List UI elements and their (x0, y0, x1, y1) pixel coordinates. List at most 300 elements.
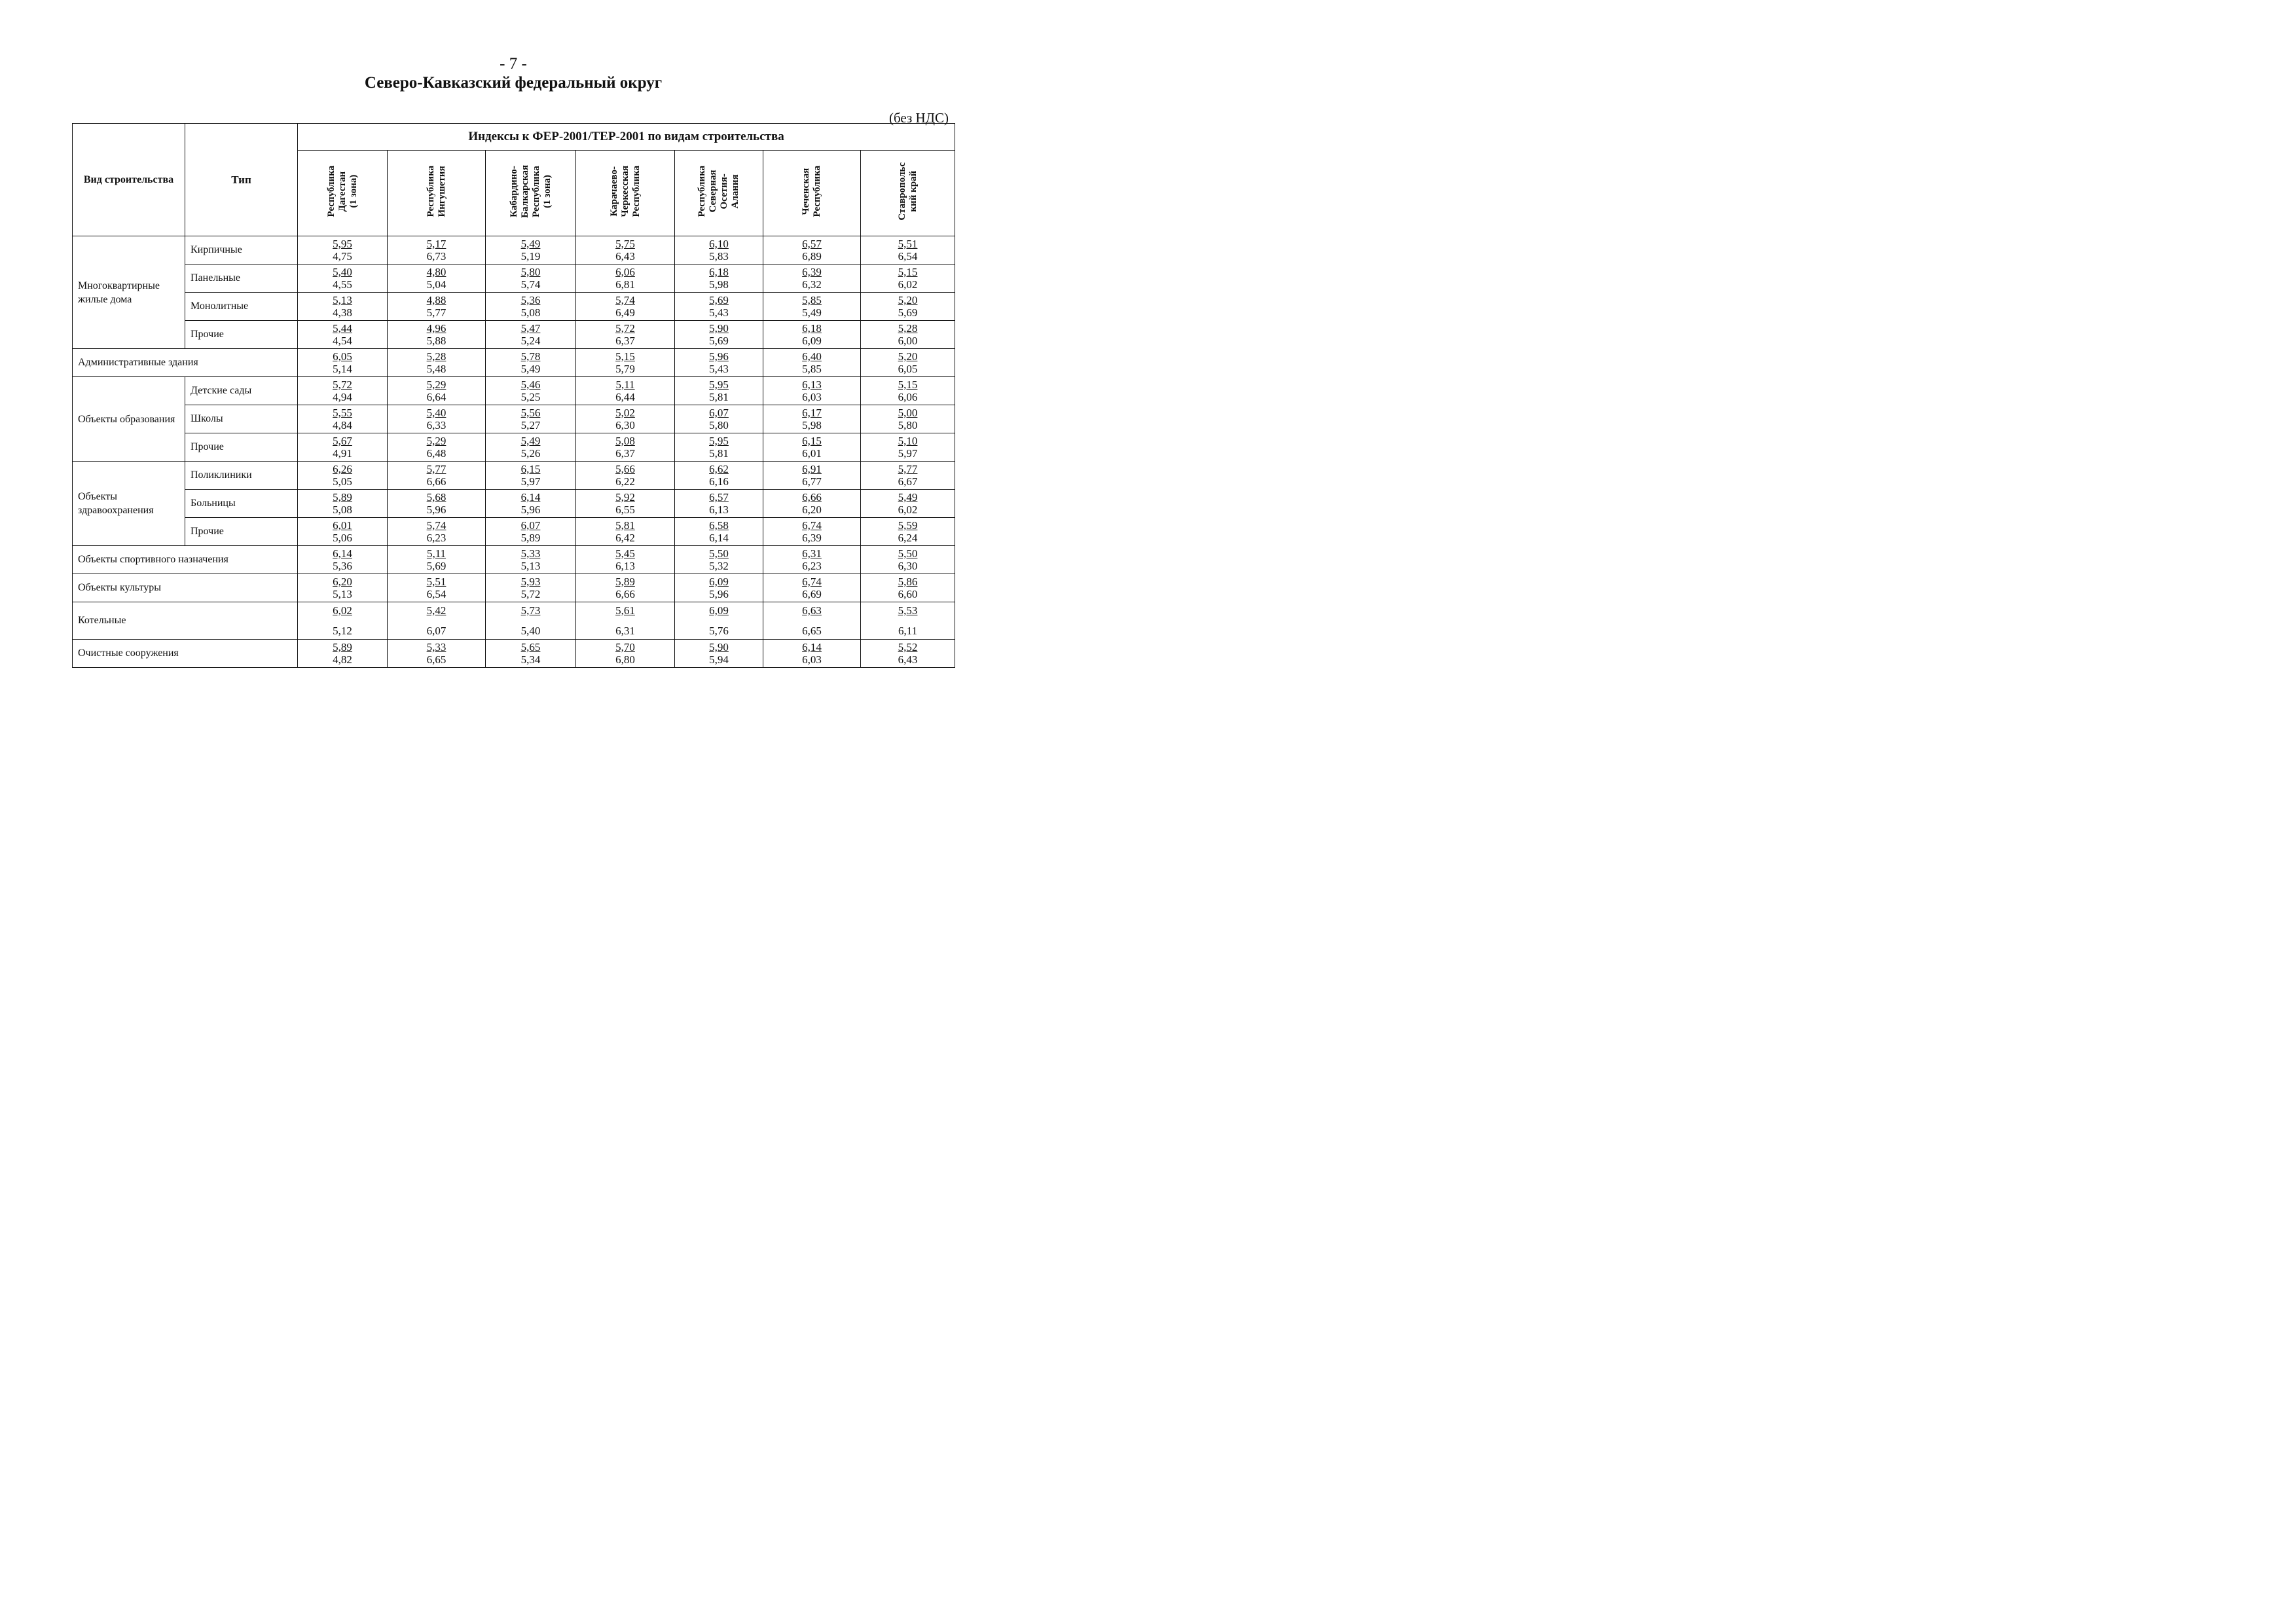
value-cell (388, 546, 486, 574)
value-cell (576, 349, 675, 377)
value-top: 5,08 (615, 435, 635, 447)
category-cell: Многоквартирные жилые дома (73, 236, 185, 349)
value-cell (576, 433, 675, 462)
type-cell: Больницы (185, 490, 298, 518)
value-bottom: 5,96 (520, 503, 541, 516)
value-bottom: 6,42 (615, 532, 635, 544)
value-top: 5,85 (802, 294, 822, 306)
table-row (73, 349, 955, 377)
value-bottom: 5,43 (709, 363, 729, 375)
value-bottom: 5,85 (802, 363, 822, 375)
value-cell (298, 602, 388, 640)
value-cell (763, 293, 861, 321)
value-cell (763, 321, 861, 349)
region-header: Карачаево- Черкесская Республика (576, 151, 675, 236)
value-top: 5,15 (898, 266, 918, 278)
value-cell (861, 546, 955, 574)
value-cell (675, 490, 763, 518)
value-cell (388, 433, 486, 462)
value-cell (675, 349, 763, 377)
value-bottom: 6,22 (615, 475, 635, 488)
value-top: 4,80 (426, 266, 446, 278)
value-bottom: 6,07 (426, 625, 446, 637)
value-cell (486, 602, 576, 640)
value-bottom: 6,77 (802, 475, 822, 488)
value-bottom: 5,81 (709, 447, 729, 460)
value-bottom: 6,81 (615, 278, 635, 291)
value-cell (763, 574, 861, 602)
value-cell (576, 546, 675, 574)
value-top: 5,55 (333, 407, 352, 419)
value-bottom: 6,09 (802, 335, 822, 347)
value-cell (763, 490, 861, 518)
value-cell (298, 293, 388, 321)
value-bottom: 6,23 (802, 560, 822, 572)
value-cell (861, 236, 955, 264)
value-bottom: 6,33 (426, 419, 446, 431)
value-cell (675, 293, 763, 321)
value-top: 5,77 (898, 463, 918, 475)
value-top: 5,90 (709, 641, 729, 653)
value-bottom: 5,40 (520, 625, 541, 637)
value-cell (576, 236, 675, 264)
value-bottom: 6,02 (898, 278, 918, 291)
value-top: 5,75 (615, 238, 635, 250)
value-cell (576, 405, 675, 433)
table-row (73, 518, 955, 546)
value-cell (486, 640, 576, 668)
value-bottom: 5,49 (520, 363, 541, 375)
value-cell (486, 546, 576, 574)
type-cell: Школы (185, 405, 298, 433)
value-cell (388, 518, 486, 546)
value-top: 6,57 (802, 238, 822, 250)
value-cell (675, 518, 763, 546)
value-bottom: 6,54 (898, 250, 918, 263)
value-bottom: 4,91 (333, 447, 352, 460)
value-bottom: 5,19 (520, 250, 541, 263)
value-top: 5,50 (709, 547, 729, 560)
value-bottom: 6,66 (615, 588, 635, 600)
value-top: 6,20 (333, 575, 352, 588)
value-top: 5,74 (426, 519, 446, 532)
value-top: 5,51 (898, 238, 918, 250)
value-top: 6,74 (802, 575, 822, 588)
value-top: 6,14 (333, 547, 352, 560)
value-top: 5,47 (520, 322, 541, 335)
value-bottom: 6,24 (898, 532, 918, 544)
value-top: 5,28 (898, 322, 918, 335)
value-top: 5,74 (615, 294, 635, 306)
value-top: 5,49 (520, 238, 541, 250)
value-bottom: 5,98 (709, 278, 729, 291)
value-cell (298, 377, 388, 405)
value-cell (675, 640, 763, 668)
value-bottom: 6,80 (615, 653, 635, 666)
value-bottom: 6,23 (426, 532, 446, 544)
value-bottom: 6,32 (802, 278, 822, 291)
value-cell (298, 574, 388, 602)
value-cell (763, 546, 861, 574)
type-cell: Прочие (185, 518, 298, 546)
value-bottom: 6,67 (898, 475, 918, 488)
value-bottom: 5,79 (615, 363, 635, 375)
value-bottom: 6,39 (802, 532, 822, 544)
value-bottom: 6,11 (898, 625, 918, 637)
index-table (72, 123, 955, 668)
value-cell (763, 377, 861, 405)
value-cell (298, 349, 388, 377)
category-cell: Очистные сооружения (73, 640, 298, 668)
value-top: 6,02 (333, 604, 352, 617)
category-cell: Котельные (73, 602, 298, 640)
table-row (73, 640, 955, 668)
value-top: 5,46 (520, 378, 541, 391)
value-bottom: 6,31 (615, 625, 635, 637)
value-cell (861, 264, 955, 293)
value-top: 5,95 (709, 435, 729, 447)
value-bottom: 5,69 (898, 306, 918, 319)
value-top: 5,72 (333, 378, 352, 391)
page-number: - 7 - (500, 55, 527, 73)
category-cell: Объекты культуры (73, 574, 298, 602)
value-cell (675, 462, 763, 490)
value-cell (486, 293, 576, 321)
value-top: 6,91 (802, 463, 822, 475)
value-bottom: 6,65 (426, 653, 446, 666)
value-bottom: 6,49 (615, 306, 635, 319)
value-top: 6,57 (709, 491, 729, 503)
value-cell (763, 264, 861, 293)
value-top: 5,40 (426, 407, 446, 419)
type-cell: Прочие (185, 321, 298, 349)
value-bottom: 5,89 (520, 532, 541, 544)
value-top: 6,01 (333, 519, 352, 532)
value-bottom: 5,36 (333, 560, 352, 572)
table-row (73, 490, 955, 518)
value-top: 5,15 (898, 378, 918, 391)
value-bottom: 5,27 (520, 419, 541, 431)
value-cell (861, 462, 955, 490)
value-bottom: 6,66 (426, 475, 446, 488)
table-row (73, 236, 955, 264)
value-top: 5,81 (615, 519, 635, 532)
value-bottom: 5,76 (709, 625, 729, 637)
value-top: 5,44 (333, 322, 352, 335)
value-top: 5,86 (898, 575, 918, 588)
value-cell (576, 264, 675, 293)
value-cell (298, 405, 388, 433)
value-bottom: 6,16 (709, 475, 729, 488)
value-bottom: 4,55 (333, 278, 352, 291)
value-top: 5,50 (898, 547, 918, 560)
value-top: 5,45 (615, 547, 635, 560)
value-top: 5,33 (426, 641, 446, 653)
value-bottom: 6,43 (615, 250, 635, 263)
type-cell: Кирпичные (185, 236, 298, 264)
value-top: 5,73 (520, 604, 541, 617)
value-top: 5,92 (615, 491, 635, 503)
header-group: Индексы к ФЕР-2001/ТЕР-2001 по видам строительства (298, 124, 955, 151)
value-top: 5,29 (426, 435, 446, 447)
value-top: 6,07 (520, 519, 541, 532)
value-bottom: 6,30 (615, 419, 635, 431)
value-cell (675, 602, 763, 640)
value-top: 5,20 (898, 350, 918, 363)
value-bottom: 5,88 (426, 335, 446, 347)
value-bottom: 6,37 (615, 447, 635, 460)
value-top: 5,69 (709, 294, 729, 306)
value-top: 6,74 (802, 519, 822, 532)
value-bottom: 5,08 (520, 306, 541, 319)
type-cell: Поликлиники (185, 462, 298, 490)
value-top: 6,17 (802, 407, 822, 419)
value-top: 6,15 (802, 435, 822, 447)
value-cell (763, 462, 861, 490)
type-cell: Панельные (185, 264, 298, 293)
value-cell (675, 377, 763, 405)
value-top: 6,26 (333, 463, 352, 475)
value-bottom: 5,74 (520, 278, 541, 291)
value-top: 5,11 (426, 547, 446, 560)
value-cell (576, 321, 675, 349)
value-cell (298, 321, 388, 349)
value-cell (388, 602, 486, 640)
value-cell (861, 602, 955, 640)
header-tip: Тип (185, 124, 298, 236)
value-top: 6,13 (802, 378, 822, 391)
value-bottom: 5,72 (520, 588, 541, 600)
table-row (73, 321, 955, 349)
value-top: 5,66 (615, 463, 635, 475)
value-bottom: 6,03 (802, 653, 822, 666)
value-cell (576, 574, 675, 602)
region-header: Ставропольс кий край (861, 151, 955, 236)
value-cell (861, 405, 955, 433)
value-cell (298, 264, 388, 293)
value-bottom: 5,77 (426, 306, 446, 319)
value-cell (576, 462, 675, 490)
value-top: 5,49 (520, 435, 541, 447)
value-cell (861, 490, 955, 518)
region-header: Чеченская Республика (763, 151, 861, 236)
value-bottom: 5,96 (426, 503, 446, 516)
value-top: 6,18 (802, 322, 822, 335)
value-bottom: 6,01 (802, 447, 822, 460)
region-header: Кабардино- Балкарская Республика (1 зона) (486, 151, 576, 236)
value-cell (486, 349, 576, 377)
value-bottom: 4,75 (333, 250, 352, 263)
value-bottom: 5,06 (333, 532, 352, 544)
value-cell (675, 236, 763, 264)
value-cell (486, 433, 576, 462)
value-bottom: 5,97 (520, 475, 541, 488)
value-cell (763, 433, 861, 462)
table-row (73, 574, 955, 602)
value-bottom: 5,98 (802, 419, 822, 431)
header-vid: Вид строительства (73, 124, 185, 236)
value-bottom: 6,43 (898, 653, 918, 666)
value-top: 5,36 (520, 294, 541, 306)
category-cell: Объекты образования (73, 377, 185, 462)
value-bottom: 5,81 (709, 391, 729, 403)
value-bottom: 4,38 (333, 306, 352, 319)
vat-note: (без НДС) (888, 110, 949, 126)
value-cell (576, 518, 675, 546)
value-bottom: 6,60 (898, 588, 918, 600)
value-cell (763, 405, 861, 433)
value-cell (298, 518, 388, 546)
value-cell (388, 405, 486, 433)
value-cell (388, 264, 486, 293)
value-bottom: 6,00 (898, 335, 918, 347)
value-cell (861, 349, 955, 377)
value-top: 5,00 (898, 407, 918, 419)
value-bottom: 5,26 (520, 447, 541, 460)
value-cell (861, 293, 955, 321)
value-bottom: 6,20 (802, 503, 822, 516)
value-bottom: 6,73 (426, 250, 446, 263)
value-cell (763, 640, 861, 668)
value-bottom: 6,65 (802, 625, 822, 637)
value-bottom: 5,83 (709, 250, 729, 263)
region-header: Республика Ингушетия (388, 151, 486, 236)
value-top: 6,10 (709, 238, 729, 250)
value-top: 5,67 (333, 435, 352, 447)
value-bottom: 5,13 (333, 588, 352, 600)
value-cell (861, 377, 955, 405)
value-top: 5,95 (333, 238, 352, 250)
value-top: 6,07 (709, 407, 729, 419)
value-bottom: 5,14 (333, 363, 352, 375)
value-cell (576, 377, 675, 405)
value-top: 6,62 (709, 463, 729, 475)
value-bottom: 5,69 (709, 335, 729, 347)
table-row (73, 462, 955, 490)
value-bottom: 6,54 (426, 588, 446, 600)
value-cell (486, 574, 576, 602)
value-cell (763, 518, 861, 546)
value-top: 4,88 (426, 294, 446, 306)
value-cell (675, 574, 763, 602)
value-bottom: 6,48 (426, 447, 446, 460)
value-top: 5,17 (426, 238, 446, 250)
value-top: 6,40 (802, 350, 822, 363)
value-cell (388, 574, 486, 602)
value-top: 5,89 (333, 641, 352, 653)
value-top: 5,90 (709, 322, 729, 335)
value-top: 5,33 (520, 547, 541, 560)
value-top: 5,52 (898, 641, 918, 653)
value-bottom: 6,05 (898, 363, 918, 375)
value-bottom: 6,03 (802, 391, 822, 403)
value-top: 5,02 (615, 407, 635, 419)
value-top: 5,65 (520, 641, 541, 653)
value-cell (298, 546, 388, 574)
value-bottom: 6,13 (709, 503, 729, 516)
value-bottom: 6,30 (898, 560, 918, 572)
value-bottom: 5,05 (333, 475, 352, 488)
value-bottom: 6,06 (898, 391, 918, 403)
category-cell: Объекты спортивного назначения (73, 546, 298, 574)
value-top: 5,61 (615, 604, 635, 617)
value-cell (388, 490, 486, 518)
value-top: 5,59 (898, 519, 918, 532)
table-row (73, 433, 955, 462)
table-row (73, 546, 955, 574)
type-cell: Прочие (185, 433, 298, 462)
value-bottom: 6,89 (802, 250, 822, 263)
value-top: 5,20 (898, 294, 918, 306)
value-cell (576, 640, 675, 668)
table-row (73, 405, 955, 433)
value-bottom: 5,25 (520, 391, 541, 403)
value-bottom: 5,97 (898, 447, 918, 460)
value-cell (861, 321, 955, 349)
value-cell (861, 640, 955, 668)
value-bottom: 4,82 (333, 653, 352, 666)
value-bottom: 6,64 (426, 391, 446, 403)
value-top: 6,18 (709, 266, 729, 278)
value-cell (486, 405, 576, 433)
value-bottom: 6,44 (615, 391, 635, 403)
value-cell (388, 462, 486, 490)
value-cell (675, 321, 763, 349)
value-top: 5,28 (426, 350, 446, 363)
value-bottom: 4,84 (333, 419, 352, 431)
value-cell (675, 264, 763, 293)
value-cell (388, 321, 486, 349)
value-bottom: 5,24 (520, 335, 541, 347)
value-top: 5,51 (426, 575, 446, 588)
type-cell: Детские сады (185, 377, 298, 405)
value-cell (486, 518, 576, 546)
value-bottom: 5,48 (426, 363, 446, 375)
value-cell (675, 546, 763, 574)
value-top: 5,78 (520, 350, 541, 363)
value-top: 5,56 (520, 407, 541, 419)
value-cell (486, 321, 576, 349)
value-cell (763, 349, 861, 377)
value-top: 6,09 (709, 575, 729, 588)
value-cell (388, 349, 486, 377)
value-cell (486, 236, 576, 264)
value-bottom: 5,94 (709, 653, 729, 666)
value-top: 5,89 (333, 491, 352, 503)
table-row (73, 264, 955, 293)
value-bottom: 5,69 (426, 560, 446, 572)
value-bottom: 6,02 (898, 503, 918, 516)
value-top: 5,96 (709, 350, 729, 363)
value-cell (675, 405, 763, 433)
value-bottom: 4,54 (333, 335, 352, 347)
value-top: 5,11 (615, 378, 635, 391)
value-bottom: 5,49 (802, 306, 822, 319)
value-cell (298, 433, 388, 462)
value-top: 6,31 (802, 547, 822, 560)
value-bottom: 5,12 (333, 625, 352, 637)
value-top: 6,39 (802, 266, 822, 278)
value-top: 5,53 (898, 604, 918, 617)
value-top: 6,06 (615, 266, 635, 278)
value-cell (861, 574, 955, 602)
value-bottom: 5,80 (709, 419, 729, 431)
value-top: 6,63 (802, 604, 822, 617)
value-cell (486, 462, 576, 490)
value-cell (763, 602, 861, 640)
value-top: 5,70 (615, 641, 635, 653)
value-bottom: 6,55 (615, 503, 635, 516)
